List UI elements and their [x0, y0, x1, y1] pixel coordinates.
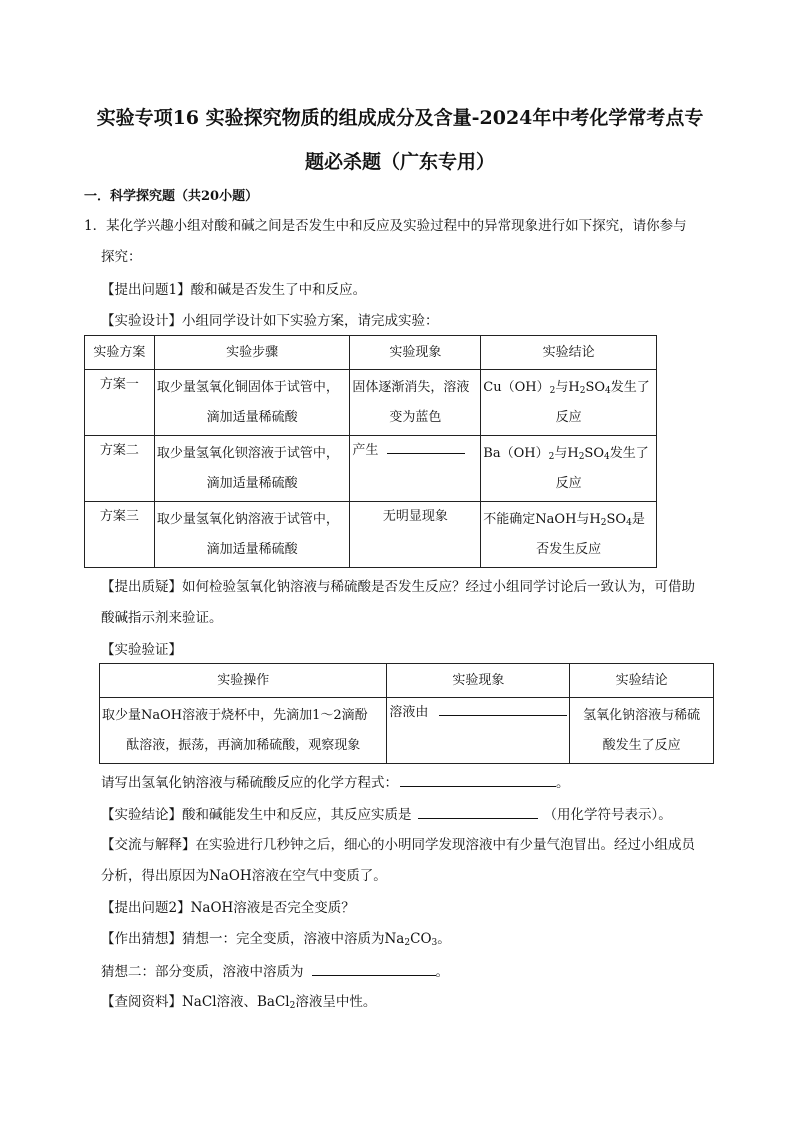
step-line: 取少量氢氧化铜固体于试管中，	[156, 379, 339, 395]
conclusion-cell	[481, 502, 657, 568]
operation-line: 酞溶液，振荡，再滴加稀硫酸，观察现象	[126, 737, 361, 753]
question-line-1: 【提出质疑】如何检验氢氧化钠溶液与稀硫酸是否发生反应？经过小组同学讨论后一致认为，可借助	[101, 579, 695, 595]
reference-info: 【查阅资料】NaCl溶液、BaCl$_2$溶液呈中性。	[101, 994, 377, 1011]
step-cell	[154, 502, 350, 568]
section-heading: 一．科学探究题（共20小题）	[84, 189, 259, 204]
conclusion-line: 否发生反应	[536, 541, 602, 557]
table-row	[85, 502, 657, 568]
q1-intro-line-2: 探究：	[101, 249, 142, 265]
conclusion-line: 【实验结论】酸和碱能发生中和反应，其反应实质是 （用化学符号表示）。	[101, 804, 672, 825]
problem-1: 【提出问题1】酸和碱是否发生了中和反应。	[101, 282, 367, 298]
conclusion-line: 反应	[555, 475, 582, 491]
answer-blank[interactable]	[312, 961, 436, 976]
table-row	[100, 698, 714, 764]
q1-intro-line-1: 1．某化学兴趣小组对酸和碱之间是否发生中和反应及实验过程中的异常现象进行如下探究，请你参与	[84, 218, 687, 234]
conclusion-line: $Cu(OH)_2$与$H_2SO_4$发生了	[483, 379, 650, 396]
header-step: 实验步骤	[154, 336, 350, 370]
experiment-verify: 【实验验证】	[101, 642, 182, 658]
table-row	[85, 436, 657, 502]
step-line: 滴加适量稀硫酸	[206, 541, 298, 557]
observation-cell	[387, 698, 570, 764]
operation-line: 取少量NaOH溶液于烧杯中，先滴加1～2滴酚	[102, 707, 368, 723]
answer-blank[interactable]	[439, 701, 567, 716]
observation-cell	[350, 436, 481, 502]
header-observation: 实验现象	[387, 664, 570, 698]
equation-line: 请写出氢氧化钠溶液与稀硫酸反应的化学方程式： 。	[101, 772, 570, 793]
conclusion-cell	[481, 370, 657, 436]
question-line-2: 酸碱指示剂来验证。	[101, 610, 223, 626]
conclusion-line: 氢氧化钠溶液与稀硫	[583, 707, 701, 723]
step-line: 滴加适量稀硫酸	[206, 475, 298, 491]
observation-line: 固体逐渐消失，溶液	[352, 379, 470, 395]
table-header-row	[85, 336, 657, 370]
observation-line: 产生	[352, 443, 379, 458]
answer-blank[interactable]	[400, 772, 556, 787]
plan-cell: 方案二	[85, 436, 155, 502]
plan-cell: 方案一	[85, 370, 155, 436]
header-operation: 实验操作	[100, 664, 387, 698]
title-line-2: 题必杀题（广东专用）	[304, 151, 495, 173]
conclusion-cell	[481, 436, 657, 502]
step-line: 滴加适量稀硫酸	[206, 409, 298, 425]
guess-1: 【作出猜想】猜想一：完全变质，溶液中溶质为$Na_2CO_3$。	[101, 931, 451, 948]
observation-line: 变为蓝色	[389, 409, 442, 425]
title-line-1: 实验专项16 实验探究物质的组成成分及含量-2024年中考化学常考点专	[96, 107, 704, 129]
plan-cell: 方案三	[85, 502, 155, 568]
conclusion-line: 反应	[555, 409, 582, 425]
conclusion-line: 酸发生了反应	[602, 737, 681, 753]
step-line: 取少量氢氧化钠溶液于试管中，	[156, 511, 339, 527]
table-header-row	[100, 664, 714, 698]
header-plan: 实验方案	[85, 336, 155, 370]
conclusion-cell	[570, 698, 714, 764]
conclusion-line: $Ba(OH)_2$与$H_2SO_4$发生了	[483, 445, 649, 462]
guess-2: 猜想二：部分变质，溶液中溶质为 。	[101, 961, 449, 982]
header-observation: 实验现象	[350, 336, 481, 370]
observation-cell	[350, 370, 481, 436]
step-line: 取少量氢氧化钡溶液于试管中，	[156, 445, 339, 461]
operation-cell	[100, 698, 387, 764]
observation-cell: 无明显现象	[350, 502, 481, 568]
header-conclusion: 实验结论	[570, 664, 714, 698]
explain-line-1: 【交流与解释】在实验进行几秒钟之后，细心的小明同学发现溶液中有少量气泡冒出。经过小组成员	[101, 837, 695, 853]
verification-table	[99, 663, 714, 764]
answer-blank[interactable]	[387, 439, 465, 454]
problem-2: 【提出问题2】NaOH溶液是否完全变质？	[101, 900, 355, 916]
experiment-design: 【实验设计】小组同学设计如下实验方案，请完成实验：	[101, 313, 439, 329]
explain-line-2: 分析，得出原因为NaOH溶液在空气中变质了。	[101, 868, 387, 884]
step-cell	[154, 370, 350, 436]
document-title	[70, 96, 730, 184]
answer-blank[interactable]	[418, 804, 538, 819]
conclusion-line: 不能确定NaOH与$H_2SO_4$是	[483, 511, 645, 528]
observation-line: 溶液由	[389, 705, 429, 720]
experiment-plan-table	[84, 335, 657, 568]
header-conclusion: 实验结论	[481, 336, 657, 370]
table-row	[85, 370, 657, 436]
step-cell	[154, 436, 350, 502]
